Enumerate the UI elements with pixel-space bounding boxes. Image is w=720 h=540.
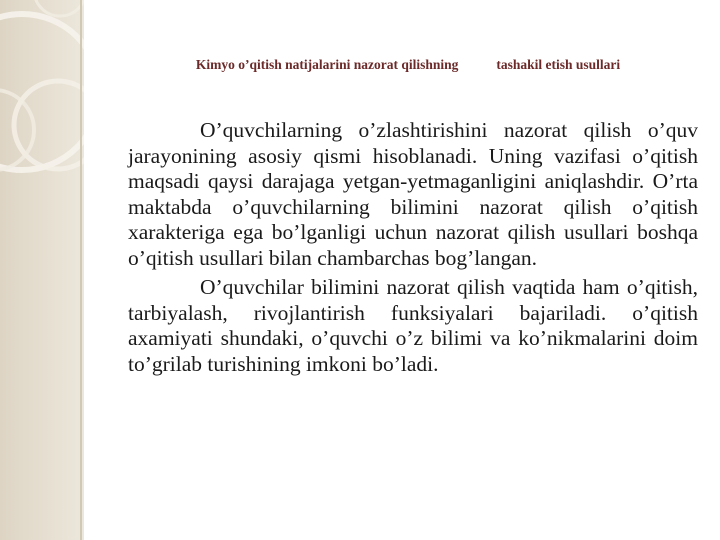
- paragraph-2: O’quvchilar bilimini nazorat qilish vaqtida ham o’qitish, tarbiyalash, rivojlantirish funksiyalari bajariladi. o’qitish axamiyati shundaki, o’quvchi o’z bilimi va ko’nikmalarini doim to’grilab turishining imkoni bo’ladi.: [128, 275, 698, 376]
- decorative-circles-graphic: [0, 0, 84, 540]
- decorative-sidebar: [0, 0, 84, 540]
- decorative-circle-large: [0, 14, 84, 170]
- slide-body: [128, 118, 698, 377]
- slide-title: [110, 57, 706, 73]
- sidebar-divider: [80, 0, 82, 540]
- title-part-1: Kimyo o’qitish natijalarini nazorat qilishning: [195, 57, 459, 72]
- title-part-2: tashakil etish usullari: [496, 57, 621, 72]
- paragraph-1: O’quvchilarning o’zlashtirishini nazorat qilish o’quv jarayonining asosiy qismi hisoblanadi. Uning vazifasi o’qitish maqsadi qaysi darajaga yetgan-yetmaganligini aniqlashdir. O’rta maktabda o’quvchilarning bilimini nazorat qilish o’qitish xarakteriga ega bo’lganligi uchun nazorat qilish usullari boshqa o’qitish usullari bilan chambarchas bog’langan.: [128, 118, 698, 270]
